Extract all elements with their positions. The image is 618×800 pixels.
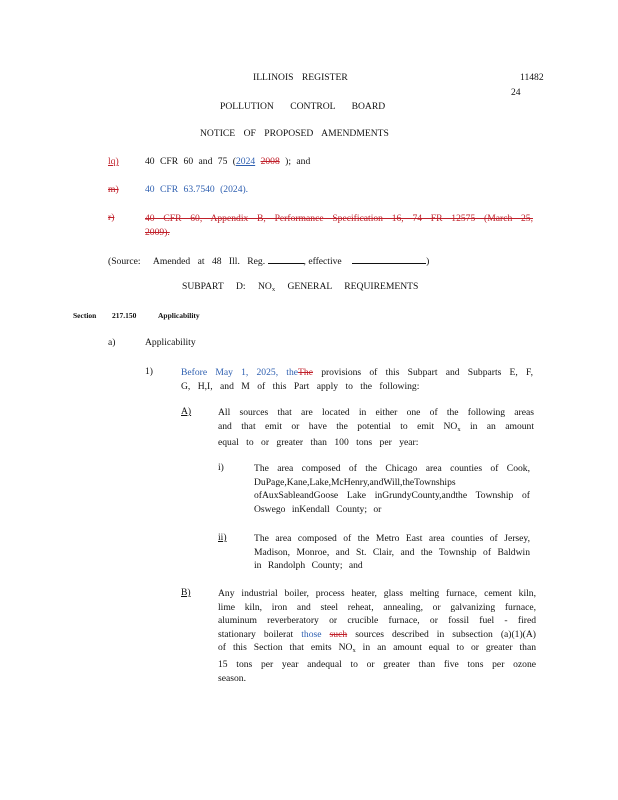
ref-r-text: 40 CFR 60, Appendix B, Performance Specification 16, 74 FR 12575 (March 25, 2009). [145,213,533,238]
subpart-subscript: x [271,286,276,293]
subpart-prefix: SUBPART D: NO [182,281,272,292]
source-line [108,254,429,267]
item-i-label: i) [218,462,224,473]
subparagraph-b-inserted: those [301,628,322,640]
volume-blank [268,254,304,264]
subparagraph-a-text [218,406,534,450]
item-ii-label: ii) [218,532,227,543]
notice-title: NOTICE OF PROPOSED AMENDMENTS [200,128,389,139]
paragraph-1-inserted: Before May 1, 2025, the [181,367,299,378]
page-number: 11482 [520,72,544,83]
effective-date-blank [352,254,426,264]
source-open: (Source: [108,256,141,267]
ref-q-text-b: ); and [285,156,311,167]
subparagraph-a-label: A) [181,406,192,417]
subparagraph-b-subscript: x [352,647,356,655]
paragraph-1-deleted: The [298,367,313,378]
subsection-a-label: a) [108,337,116,348]
ref-q-text-a: 40 CFR 60 and 75 ( [145,156,236,167]
section-word: Section [73,311,97,320]
source-effective: , effective [303,256,342,267]
subparagraph-b-text [218,587,536,685]
subparagraph-a-subscript: x [457,425,461,433]
page-sub-number: 24 [511,87,521,98]
ref-r-label: r) [108,212,115,223]
board-title: POLLUTION CONTROL BOARD [220,101,386,112]
subparagraph-b-deleted: such [329,628,348,640]
source-close: ) [426,256,430,267]
item-i-text: The area composed of the Chicago area counties of Cook, DuPage,Kane,Lake,McHenry,andWill,theTownships ofAuxSableandGoose Lake inGrundyCounty,andthe Township of Oswego inKendall County; or [254,463,530,515]
source-text: Amended at 48 Ill. Reg. [152,256,266,267]
paragraph-1-label: 1) [145,366,153,377]
register-title: ILLINOIS REGISTER [253,72,348,83]
paragraph-1-body: provisions of this Subpart and Subparts E, F, G, H,I, and M of this Part apply to the following: [181,367,533,392]
paragraph-1-text [181,366,533,393]
section-number: 217.150 [112,311,137,320]
subparagraph-a-text-a: All sources that are located in either one of the following areas and that emit or have the potential to emit NO [218,407,534,432]
subsection-a-title: Applicability [145,337,196,348]
section-title: Applicability [158,311,200,320]
subparagraph-b-text-a: Any industrial boiler, process heater, glass melting furnace, cement kiln, lime kiln, iron and steel reheat, annealing, or galvanizing furnace, aluminum reverberatory or crucible furnace, or fossil fuel - fired stationary boilerat [218,588,536,640]
subparagraph-b-text-b: sources described in subsection (a)(1)(A) of this Section that emits NO [218,628,536,654]
ref-m-label: m) [108,184,119,195]
ref-q-inserted-year: 2024 [235,156,256,167]
subparagraph-b-label: B) [181,587,191,598]
subparagraph-a-text-b: in an amount equal to or greater than 100 tons per year: [218,420,534,449]
ref-q-label: lq) [108,156,119,167]
item-ii-text: The area composed of the Metro East area counties of Jersey, Madison, Monroe, and St. Clair, and the Township of Baldwin in Randolph County; and [254,533,530,572]
ref-q-deleted-year: 2008 [260,156,280,167]
subpart-heading [182,281,418,293]
subpart-suffix: GENERAL REQUIREMENTS [287,281,419,292]
ref-m-text: 40 CFR 63.7540 (2024). [145,184,249,195]
subparagraph-b-text-c: in an amount equal to or greater than 15 tons per year andequal to or greater than five tons per ozone season. [218,642,536,684]
ref-q-text [145,156,310,167]
